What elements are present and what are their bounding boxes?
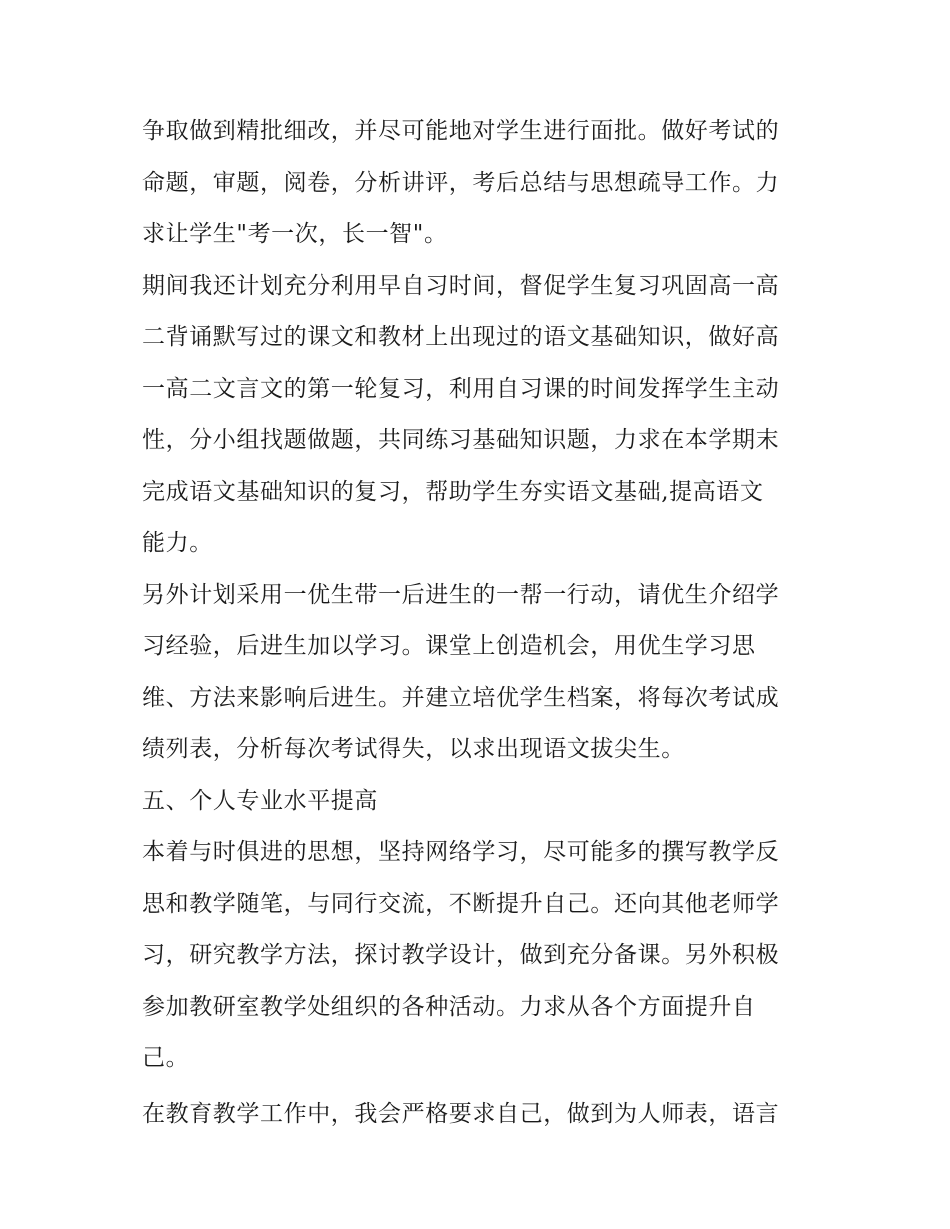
text-line: 另外计划采用一优生带一后进生的一帮一行动，请优生介绍学	[142, 581, 780, 608]
text-line: 本着与时俱进的思想，坚持网络学习，尽可能多的撰写教学反	[142, 839, 780, 865]
text-line: 期间我还计划充分利用早自习时间，督促学生复习巩固高一高	[142, 272, 780, 299]
text-line: 思和教学随笔，与同行交流，不断提升自己。还向其他老师学	[142, 890, 780, 917]
section-heading: 五、个人专业水平提高	[142, 787, 378, 814]
text-line: 性，分小组找题做题，共同练习基础知识题，力求在本学期末	[142, 427, 780, 453]
text-line: 维、方法来影响后进生。并建立培优学生档案，将每次考试成	[142, 684, 780, 711]
text-line: 在教育教学工作中，我会严格要求自己，做到为人师表，语言	[142, 1100, 780, 1127]
text-line: 能力。	[142, 530, 213, 556]
text-line: 习经验，后进生加以学习。课堂上创造机会，用优生学习思	[142, 633, 756, 659]
text-line: 绩列表，分析每次考试得失，以求出现语文拔尖生。	[142, 736, 685, 762]
text-line: 命题，审题，阅卷，分析讲评，考后总结与思想疏导工作。力	[142, 169, 780, 196]
text-line: 完成语文基础知识的复习，帮助学生夯实语文基础,提高语文	[142, 478, 764, 505]
text-line: 二背诵默写过的课文和教材上出现过的语文基础知识，做好高	[142, 324, 780, 350]
text-line: 求让学生"考一次，长一智"。	[142, 221, 448, 247]
document-body	[142, 106, 822, 1140]
text-line: 己。	[142, 1045, 190, 1071]
text-line: 争取做到精批细改，并尽可能地对学生进行面批。做好考试的	[142, 118, 780, 144]
text-line: 一高二文言文的第一轮复习，利用自习课的时间发挥学生主动	[142, 375, 780, 402]
text-line: 参加教研室教学处组织的各种活动。力求从各个方面提升自	[142, 993, 756, 1020]
text-line: 习，研究教学方法，探讨教学设计，做到充分备课。另外积极	[142, 942, 780, 968]
